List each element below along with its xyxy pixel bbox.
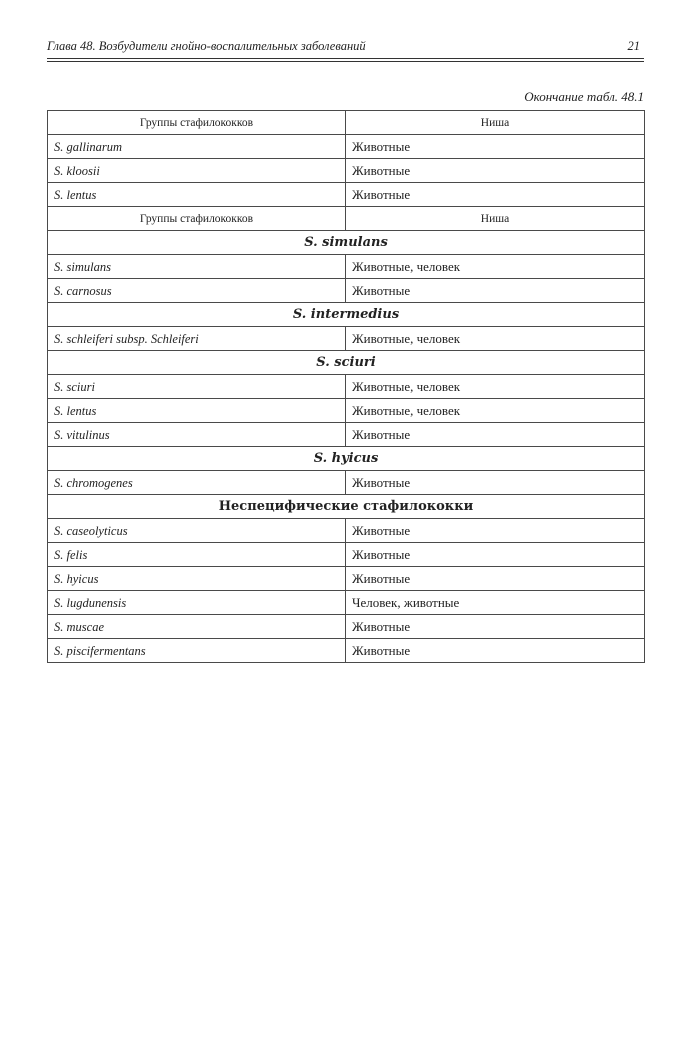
species-cell: S. hyicus bbox=[48, 567, 346, 591]
species-cell: S. piscifermentans bbox=[48, 639, 346, 663]
species-cell: S. felis bbox=[48, 543, 346, 567]
page-number: 21 bbox=[627, 39, 640, 53]
group-label: S. sciuri bbox=[48, 351, 645, 375]
table-row bbox=[48, 375, 645, 399]
species-cell: S. lentus bbox=[48, 183, 346, 207]
species-cell: S. kloosii bbox=[48, 159, 346, 183]
group-row bbox=[48, 495, 645, 519]
running-header bbox=[47, 34, 644, 59]
group-label: S. hyicus bbox=[48, 447, 645, 471]
species-cell: S. gallinarum bbox=[48, 135, 346, 159]
table-row bbox=[48, 471, 645, 495]
group-row bbox=[48, 303, 645, 327]
group-label: S. intermedius bbox=[48, 303, 645, 327]
column-header-groups: Группы стафилококков bbox=[48, 111, 346, 135]
table-row bbox=[48, 519, 645, 543]
column-header-niche: Ниша bbox=[346, 207, 645, 231]
niche-cell: Животные, человек bbox=[346, 375, 645, 399]
table-row bbox=[48, 159, 645, 183]
species-cell: S. lugdunensis bbox=[48, 591, 346, 615]
species-cell: S. simulans bbox=[48, 255, 346, 279]
table-row bbox=[48, 591, 645, 615]
species-table bbox=[47, 110, 645, 663]
species-cell: S. vitulinus bbox=[48, 423, 346, 447]
species-cell: S. lentus bbox=[48, 399, 346, 423]
table-row bbox=[48, 399, 645, 423]
table-row bbox=[48, 279, 645, 303]
niche-cell: Животные bbox=[346, 567, 645, 591]
table-row bbox=[48, 423, 645, 447]
niche-cell: Животные bbox=[346, 135, 645, 159]
table-caption: Окончание табл. 48.1 bbox=[524, 89, 644, 104]
niche-cell: Животные bbox=[346, 423, 645, 447]
group-row bbox=[48, 231, 645, 255]
niche-cell: Животные, человек bbox=[346, 327, 645, 351]
table-header-row bbox=[48, 111, 645, 135]
species-cell: S. muscae bbox=[48, 615, 346, 639]
table-header-row bbox=[48, 207, 645, 231]
group-label: S. simulans bbox=[48, 231, 645, 255]
species-cell: S. chromogenes bbox=[48, 471, 346, 495]
table-row bbox=[48, 327, 645, 351]
group-row bbox=[48, 447, 645, 471]
table-row bbox=[48, 567, 645, 591]
niche-cell: Животные bbox=[346, 519, 645, 543]
table-row bbox=[48, 183, 645, 207]
species-cell: S. schleiferi subsp. Schleiferi bbox=[48, 327, 346, 351]
niche-cell: Животные bbox=[346, 471, 645, 495]
group-row bbox=[48, 351, 645, 375]
table-body bbox=[48, 111, 645, 663]
niche-cell: Животные bbox=[346, 183, 645, 207]
running-title: Глава 48. Возбудители гнойно-воспалительных заболеваний bbox=[47, 39, 366, 53]
species-cell: S. carnosus bbox=[48, 279, 346, 303]
table-row bbox=[48, 639, 645, 663]
species-cell: S. sciuri bbox=[48, 375, 346, 399]
column-header-groups: Группы стафилококков bbox=[48, 207, 346, 231]
table-row bbox=[48, 543, 645, 567]
niche-cell: Животные, человек bbox=[346, 255, 645, 279]
niche-cell: Животные bbox=[346, 279, 645, 303]
table-row bbox=[48, 615, 645, 639]
niche-cell: Животные bbox=[346, 615, 645, 639]
niche-cell: Животные bbox=[346, 159, 645, 183]
species-cell: S. caseolyticus bbox=[48, 519, 346, 543]
group-label: Неспецифические стафилококки bbox=[48, 495, 645, 519]
niche-cell: Животные bbox=[346, 639, 645, 663]
table-row bbox=[48, 255, 645, 279]
table-row bbox=[48, 135, 645, 159]
niche-cell: Человек, животные bbox=[346, 591, 645, 615]
column-header-niche: Ниша bbox=[346, 111, 645, 135]
niche-cell: Животные, человек bbox=[346, 399, 645, 423]
niche-cell: Животные bbox=[346, 543, 645, 567]
